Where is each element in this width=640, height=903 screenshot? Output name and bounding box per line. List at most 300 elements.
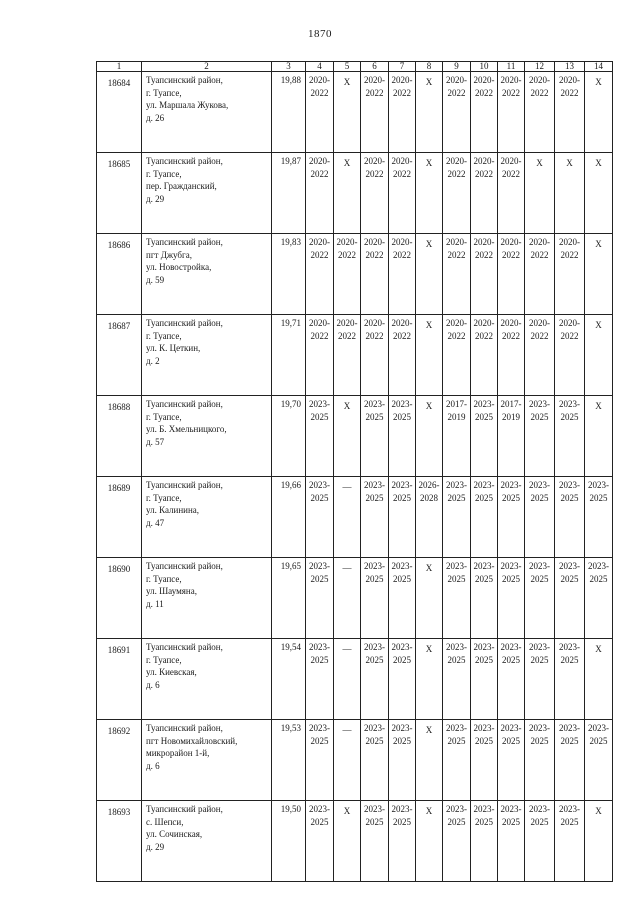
period-text: 2025 [502, 735, 520, 746]
period-text: X [595, 158, 602, 168]
period-text: 2025 [447, 492, 466, 503]
period-text: 2022 [310, 168, 329, 179]
period-text: 2025 [475, 573, 493, 584]
period-cell [498, 801, 525, 882]
period-text: 2022 [365, 87, 384, 98]
period-cell [361, 477, 389, 558]
address-line: Туапсинский район, [146, 642, 223, 652]
address-line: д. 57 [146, 436, 165, 447]
period-text: 2025 [393, 735, 411, 746]
period-cell [334, 72, 361, 153]
period-cell [416, 639, 443, 720]
period-text: 2023- [529, 561, 550, 571]
period-text: 2023- [529, 399, 550, 409]
address-line: Туапсинский район, [146, 399, 223, 409]
header-cell-12: 12 [525, 62, 555, 72]
address-line: г. Туапсе, [146, 573, 182, 584]
period-text: 2023- [309, 561, 330, 571]
period-text: X [595, 401, 602, 411]
period-cell [585, 801, 613, 882]
address-line: г. Туапсе, [146, 411, 182, 422]
period-text: 2028 [420, 492, 438, 503]
area-value: 19,83 [272, 234, 306, 315]
period-text: 2023- [529, 804, 550, 814]
period-text: 2023- [446, 642, 467, 652]
period-cell [525, 801, 555, 882]
address-line: д. 6 [146, 679, 160, 690]
period-cell [585, 315, 613, 396]
period-text: X [425, 401, 433, 411]
period-text: X [595, 806, 602, 816]
header-cell-10: 10 [471, 62, 498, 72]
area-value: 19,88 [272, 72, 306, 153]
period-text: 2025 [589, 492, 608, 503]
address-cell [142, 315, 272, 396]
period-cell [361, 720, 389, 801]
address-line: ул. Сочинская, [146, 829, 203, 839]
period-text: 2023- [391, 642, 413, 652]
period-text: 2020- [559, 318, 580, 328]
period-text: 2022 [530, 330, 549, 341]
period-text: 2020- [473, 156, 495, 166]
period-text: 2023- [473, 723, 495, 733]
period-text: 2025 [447, 654, 466, 665]
period-text: 2025 [530, 492, 549, 503]
period-cell [471, 396, 498, 477]
period-text: 2017- [500, 399, 522, 409]
period-text: X [425, 806, 433, 816]
period-text: 2020- [473, 318, 495, 328]
period-text: 2020- [364, 156, 385, 166]
period-text: 2025 [447, 735, 466, 746]
period-text: 2023- [559, 561, 580, 571]
address-cell [142, 72, 272, 153]
header-cell-7: 7 [389, 62, 416, 72]
period-text: 2023- [309, 723, 330, 733]
period-text: 2025 [365, 411, 384, 422]
period-cell [416, 801, 443, 882]
period-cell [306, 153, 334, 234]
period-cell [361, 234, 389, 315]
period-text: 2022 [502, 249, 520, 260]
period-cell [443, 720, 471, 801]
period-text: 2020- [336, 318, 358, 328]
table-row [97, 639, 613, 720]
period-cell [306, 801, 334, 882]
period-cell [334, 639, 361, 720]
period-text: 2022 [310, 330, 329, 341]
period-text: — [342, 563, 352, 573]
period-text: X [343, 806, 351, 816]
address-line: пгт Джубга, [146, 249, 192, 260]
address-line: ул. Маршала Жукова, [146, 100, 229, 110]
period-text: 2023- [309, 642, 330, 652]
period-cell [416, 396, 443, 477]
period-cell [555, 315, 585, 396]
address-line: д. 6 [146, 760, 160, 771]
period-text: 2025 [393, 411, 411, 422]
address-line: ул. К. Цеткин, [146, 343, 201, 353]
period-cell [416, 315, 443, 396]
period-cell [555, 396, 585, 477]
address-line: ул. Б. Хмельницкого, [146, 424, 227, 434]
period-cell [585, 720, 613, 801]
period-cell [585, 72, 613, 153]
period-text: 2025 [502, 816, 520, 827]
period-text: 2022 [502, 330, 520, 341]
period-cell [471, 639, 498, 720]
period-text: 2022 [475, 168, 493, 179]
address-line: пер. Гражданский, [146, 181, 217, 191]
period-text: X [343, 401, 351, 411]
period-text: 2020- [500, 75, 522, 85]
period-cell [555, 558, 585, 639]
period-text: 2022 [365, 330, 384, 341]
period-text: X [425, 77, 433, 87]
period-cell [306, 234, 334, 315]
address-line: д. 59 [146, 274, 165, 285]
row-number: 18690 [97, 558, 142, 639]
period-text: 2023- [446, 480, 467, 490]
period-text: 2020- [446, 237, 467, 247]
period-cell [443, 234, 471, 315]
period-text: 2023- [391, 723, 413, 733]
period-text: 2020- [364, 75, 385, 85]
period-text: 2025 [560, 816, 579, 827]
address-line: Туапсинский район, [146, 723, 223, 733]
address-cell [142, 153, 272, 234]
period-text: 2025 [560, 411, 579, 422]
area-value: 19,70 [272, 396, 306, 477]
period-text: 2023- [529, 723, 550, 733]
period-cell [306, 72, 334, 153]
period-text: 2023- [588, 723, 609, 733]
period-text: 2023- [529, 480, 550, 490]
period-text: 2025 [502, 573, 520, 584]
address-cell [142, 234, 272, 315]
address-line: Туапсинский район, [146, 804, 223, 814]
period-cell [334, 153, 361, 234]
area-value: 19,66 [272, 477, 306, 558]
address-line: Туапсинский район, [146, 480, 223, 490]
period-text: 2023- [391, 480, 413, 490]
period-text: 2020- [309, 237, 330, 247]
period-cell [585, 477, 613, 558]
period-text: 2020- [473, 75, 495, 85]
period-cell [416, 477, 443, 558]
period-cell [389, 315, 416, 396]
period-text: 2025 [310, 411, 329, 422]
period-text: 2022 [447, 87, 466, 98]
row-number: 18689 [97, 477, 142, 558]
period-cell [389, 558, 416, 639]
period-cell [389, 720, 416, 801]
period-text: X [595, 239, 602, 249]
period-text: 2025 [530, 735, 549, 746]
header-cell-3: 3 [272, 62, 306, 72]
address-line: д. 29 [146, 193, 165, 204]
header-cell-2: 2 [142, 62, 272, 72]
period-text: 2020- [529, 318, 550, 328]
period-text: 2025 [502, 654, 520, 665]
period-text: 2020- [446, 75, 467, 85]
period-text: 2023- [364, 561, 385, 571]
period-cell [471, 153, 498, 234]
period-cell [389, 234, 416, 315]
period-text: 2025 [530, 654, 549, 665]
period-cell [443, 639, 471, 720]
period-text: 2020- [364, 318, 385, 328]
period-text: 2025 [560, 573, 579, 584]
address-line: д. 11 [146, 598, 164, 609]
area-value: 19,71 [272, 315, 306, 396]
area-value: 19,50 [272, 801, 306, 882]
period-text: 2023- [500, 480, 522, 490]
period-text: 2022 [560, 87, 579, 98]
housing-table [96, 61, 613, 882]
address-line: ул. Киевская, [146, 667, 197, 677]
period-cell [498, 558, 525, 639]
period-text: 2025 [589, 735, 608, 746]
address-line: с. Шепси, [146, 816, 184, 827]
period-text: 2022 [560, 249, 579, 260]
address-line: ул. Новостройка, [146, 262, 212, 272]
period-cell [498, 234, 525, 315]
period-text: 2023- [391, 561, 413, 571]
period-text: 2023- [309, 399, 330, 409]
header-cell-1: 1 [97, 62, 142, 72]
period-text: 2023- [500, 804, 522, 814]
table-row [97, 153, 613, 234]
period-text: 2020- [336, 237, 358, 247]
period-text: X [566, 158, 573, 168]
period-text: 2022 [475, 330, 493, 341]
period-text: 2020- [391, 237, 413, 247]
period-text: 2022 [393, 249, 411, 260]
period-text: 2023- [473, 480, 495, 490]
header-cell-11: 11 [498, 62, 525, 72]
address-line: Туапсинский район, [146, 156, 223, 166]
period-text: 2022 [502, 87, 520, 98]
area-value: 19,65 [272, 558, 306, 639]
period-text: 2023- [391, 804, 413, 814]
period-text: X [425, 725, 433, 735]
period-text: X [425, 644, 433, 654]
period-cell [306, 558, 334, 639]
period-cell [306, 639, 334, 720]
period-text: 2023- [473, 804, 495, 814]
period-text: 2023- [446, 561, 467, 571]
period-text: 2022 [475, 249, 493, 260]
period-cell [585, 558, 613, 639]
period-text: X [595, 77, 602, 87]
period-text: 2022 [560, 330, 579, 341]
period-text: 2020- [473, 237, 495, 247]
period-text: X [425, 320, 433, 330]
address-cell [142, 558, 272, 639]
period-text: 2020- [446, 156, 467, 166]
address-cell [142, 396, 272, 477]
period-cell [471, 72, 498, 153]
period-cell [334, 234, 361, 315]
row-number: 18687 [97, 315, 142, 396]
table-row [97, 720, 613, 801]
period-text: 2025 [447, 816, 466, 827]
period-text: 2023- [364, 480, 385, 490]
address-line: д. 29 [146, 841, 165, 852]
period-text: 2020- [559, 75, 580, 85]
period-text: 2022 [475, 87, 493, 98]
period-text: 2023- [588, 480, 609, 490]
period-text: 2025 [365, 492, 384, 503]
period-text: 2020- [446, 318, 467, 328]
period-text: 2025 [530, 411, 549, 422]
period-cell [498, 72, 525, 153]
period-text: — [342, 482, 352, 492]
period-text: 2023- [559, 642, 580, 652]
header-cell-4: 4 [306, 62, 334, 72]
period-cell [525, 477, 555, 558]
period-cell [306, 396, 334, 477]
period-cell [334, 396, 361, 477]
period-text: 2022 [338, 249, 356, 260]
period-text: X [343, 77, 351, 87]
period-text: — [342, 725, 352, 735]
period-text: 2022 [530, 249, 549, 260]
period-text: 2023- [559, 480, 580, 490]
header-cell-9: 9 [443, 62, 471, 72]
address-line: Туапсинский район, [146, 561, 223, 571]
period-text: X [425, 158, 433, 168]
address-line: д. 2 [146, 355, 160, 366]
period-cell [334, 720, 361, 801]
period-text: 2025 [475, 735, 493, 746]
period-cell [555, 639, 585, 720]
period-cell [443, 801, 471, 882]
period-cell [585, 396, 613, 477]
period-cell [525, 315, 555, 396]
period-cell [416, 558, 443, 639]
period-cell [306, 720, 334, 801]
period-cell [361, 639, 389, 720]
period-text: 2025 [475, 816, 493, 827]
period-text: 2023- [446, 804, 467, 814]
period-cell [443, 396, 471, 477]
period-cell [389, 639, 416, 720]
period-text: 2022 [393, 330, 411, 341]
period-text: 2022 [447, 168, 466, 179]
period-cell [334, 558, 361, 639]
address-line: д. 26 [146, 112, 165, 123]
period-text: 2025 [365, 654, 384, 665]
period-text: 2020- [391, 156, 413, 166]
period-cell [498, 153, 525, 234]
period-text: 2023- [364, 642, 385, 652]
period-text: 2025 [560, 735, 579, 746]
table-row [97, 315, 613, 396]
period-cell [361, 153, 389, 234]
period-cell [525, 72, 555, 153]
header-row [97, 62, 613, 72]
period-cell [585, 234, 613, 315]
table-row [97, 801, 613, 882]
period-text: 2022 [502, 168, 520, 179]
period-text: X [425, 563, 433, 573]
period-text: 2022 [338, 330, 356, 341]
row-number: 18693 [97, 801, 142, 882]
period-text: 2023- [559, 804, 580, 814]
address-cell [142, 639, 272, 720]
period-text: X [425, 239, 433, 249]
period-text: 2023- [500, 642, 522, 652]
period-text: 2025 [530, 816, 549, 827]
period-text: 2025 [560, 654, 579, 665]
period-cell [471, 558, 498, 639]
period-text: 2025 [393, 654, 411, 665]
period-text: X [343, 158, 351, 168]
period-text: 2023- [391, 399, 413, 409]
table-row [97, 477, 613, 558]
address-cell [142, 801, 272, 882]
period-text: 2025 [310, 492, 329, 503]
period-text: 2019 [502, 411, 520, 422]
period-text: 2025 [365, 735, 384, 746]
period-text: 2022 [530, 87, 549, 98]
period-text: X [595, 320, 602, 330]
period-cell [471, 315, 498, 396]
period-text: 2025 [502, 492, 520, 503]
period-text: 2022 [393, 168, 411, 179]
period-cell [555, 153, 585, 234]
period-text: 2017- [446, 399, 467, 409]
period-text: 2022 [365, 249, 384, 260]
address-line: Туапсинский район, [146, 75, 223, 85]
period-cell [389, 477, 416, 558]
period-text: 2020- [500, 318, 522, 328]
period-cell [306, 477, 334, 558]
period-text: 2020- [309, 318, 330, 328]
period-cell [555, 72, 585, 153]
row-number: 18686 [97, 234, 142, 315]
period-text: 2023- [559, 723, 580, 733]
period-cell [443, 72, 471, 153]
period-cell [555, 234, 585, 315]
period-cell [555, 801, 585, 882]
period-cell [525, 639, 555, 720]
period-text: 2022 [447, 249, 466, 260]
period-text: 2020- [529, 237, 550, 247]
period-text: 2023- [473, 642, 495, 652]
header-cell-6: 6 [361, 62, 389, 72]
period-cell [525, 396, 555, 477]
period-cell [525, 234, 555, 315]
period-cell [416, 72, 443, 153]
period-cell [334, 801, 361, 882]
address-line: ул. Шаумяна, [146, 586, 197, 596]
row-number: 18685 [97, 153, 142, 234]
address-line: г. Туапсе, [146, 168, 182, 179]
period-text: 2025 [393, 816, 411, 827]
period-text: 2022 [310, 87, 329, 98]
period-cell [498, 477, 525, 558]
period-text: 2023- [500, 723, 522, 733]
period-text: 2020- [559, 237, 580, 247]
address-line: д. 47 [146, 517, 165, 528]
address-line: Туапсинский район, [146, 318, 223, 328]
period-cell [498, 396, 525, 477]
address-cell [142, 720, 272, 801]
period-cell [471, 477, 498, 558]
